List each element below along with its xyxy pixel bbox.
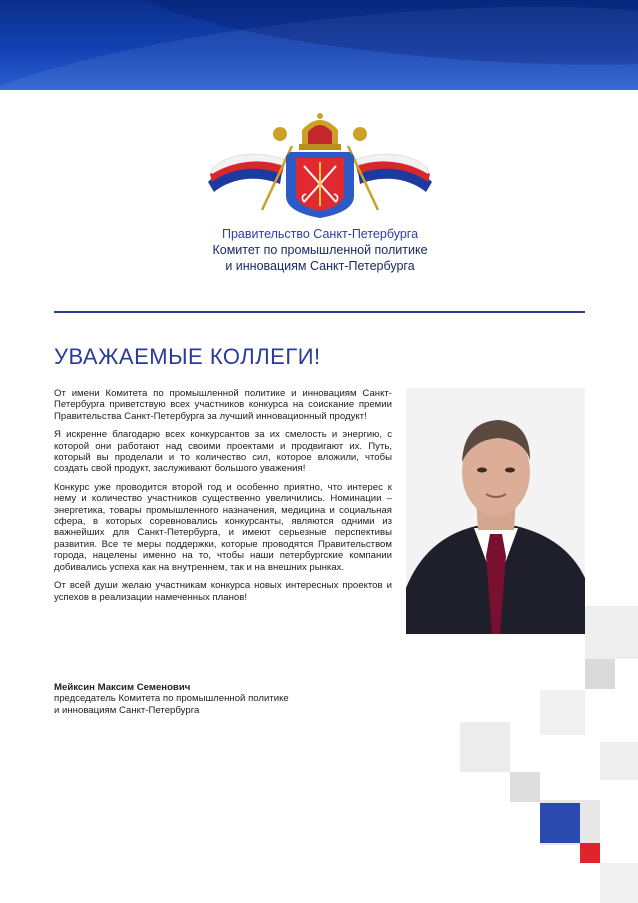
paragraph: От всей души желаю участникам конкурса новых интересных проектов и успехов в реализации намеченных планов!: [54, 580, 392, 603]
decor-square: [585, 659, 615, 689]
signatory-name: Мейксин Максим Семенович: [54, 682, 191, 693]
page-title: УВАЖАЕМЫЕ КОЛЛЕГИ!: [54, 344, 321, 369]
paragraph: Я искренне благодарю всех конкурсантов за их смелость и энергию, с которой они работают над своими проектами и продвигают их. Путь, который вы проделали и то количество сил, которое вложили, чтобы создать свой продукт, заслуживают большого уважения!: [54, 429, 392, 475]
org-line-committee-2: и инновациям Санкт-Петербурга: [225, 259, 415, 273]
decor-square: [585, 606, 638, 659]
portrait-photo: [406, 388, 585, 634]
decor-square: [540, 690, 585, 735]
decor-square: [600, 863, 638, 903]
decor-square: [540, 803, 580, 843]
header-band: [0, 0, 638, 90]
letter-body: [54, 388, 392, 610]
decor-square: [600, 742, 638, 780]
decor-square: [510, 772, 540, 802]
paragraph: От имени Комитета по промышленной политике и инновациям Санкт-Петербурга приветствую всех участников конкурса на соискание премии Правительства Санкт-Петербурга за лучший инновационный продукт!: [54, 388, 392, 422]
org-line-committee: Комитет по промышленной политике: [212, 243, 428, 257]
signatory-title-line: и инновациям Санкт-Петербурга: [54, 704, 200, 716]
organization-block: [150, 226, 490, 274]
signature-block: [54, 682, 394, 716]
decor-square: [460, 722, 510, 772]
decor-square: [580, 843, 600, 863]
st-petersburg-coat-of-arms-icon: [200, 110, 440, 222]
signatory-title-line: председатель Комитета по промышленной политике: [54, 693, 289, 705]
divider-rule: [54, 311, 585, 313]
paragraph: Конкурс уже проводится второй год и особенно приятно, что интерес к нему и количество участников существенно увеличились. Номинации – энергетика, товары промышленного назначения, медицина и социальная сфера, в которых соревновались конкурсанты, являются одними из важнейших для Санкт-Петербурга, и имеют серьезные перспективы развития. Все те меры поддержки, которые проводятся Правительством города, нацелены именно на то, чтобы наши петербургские компании добивались успеха как на внутреннем, так и на внешних рынках.: [54, 481, 392, 573]
org-line-government: Правительство Санкт-Петербурга: [221, 227, 419, 241]
